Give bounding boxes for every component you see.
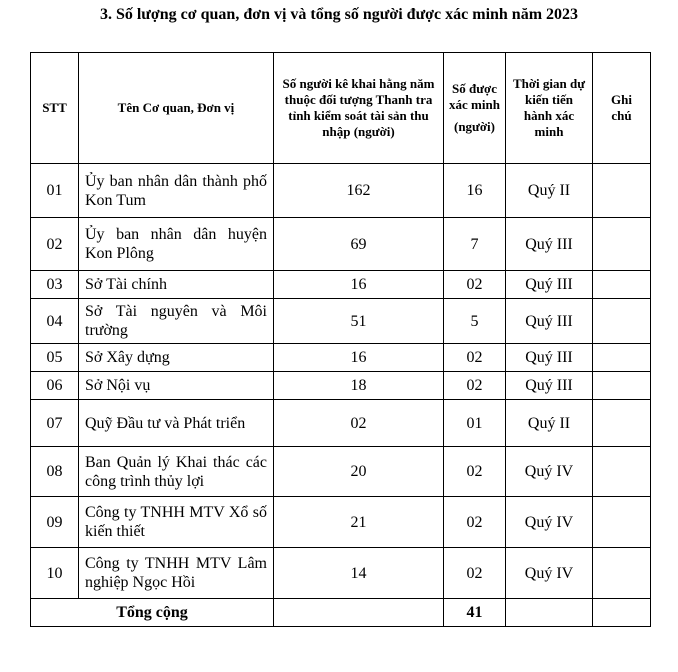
row-name: Công ty TNHH MTV Xổ số kiến thiết xyxy=(79,497,274,548)
row-declarants: 02 xyxy=(274,400,444,447)
row-verified: 02 xyxy=(444,344,506,372)
header-stt: STT xyxy=(31,53,79,164)
row-stt: 04 xyxy=(31,299,79,344)
row-name: Sở Tài nguyên và Môi trường xyxy=(79,299,274,344)
row-verified: 16 xyxy=(444,164,506,218)
table-row xyxy=(31,164,651,218)
table-row xyxy=(31,400,651,447)
row-time: Quý II xyxy=(506,400,593,447)
header-time: Thời gian dự kiến tiến hành xác minh xyxy=(506,53,593,164)
row-verified: 01 xyxy=(444,400,506,447)
row-declarants: 162 xyxy=(274,164,444,218)
row-time: Quý III xyxy=(506,344,593,372)
total-note-cell xyxy=(593,599,651,627)
header-name: Tên Cơ quan, Đơn vị xyxy=(79,53,274,164)
row-time: Quý II xyxy=(506,164,593,218)
table-row xyxy=(31,372,651,400)
row-verified: 7 xyxy=(444,218,506,271)
row-note xyxy=(593,344,651,372)
row-declarants: 14 xyxy=(274,548,444,599)
total-label: Tổng cộng xyxy=(31,599,274,627)
header-row xyxy=(31,53,651,164)
row-declarants: 16 xyxy=(274,344,444,372)
row-name: Sở Xây dựng xyxy=(79,344,274,372)
row-note xyxy=(593,400,651,447)
row-stt: 09 xyxy=(31,497,79,548)
header-verified-unit: (người) xyxy=(454,119,495,134)
row-time: Quý III xyxy=(506,218,593,271)
table-body xyxy=(31,164,651,599)
row-name: Quỹ Đầu tư và Phát triển xyxy=(79,400,274,447)
row-verified: 02 xyxy=(444,271,506,299)
row-note xyxy=(593,372,651,400)
table-row xyxy=(31,299,651,344)
header-verified xyxy=(444,53,506,164)
total-time-cell xyxy=(506,599,593,627)
row-declarants: 18 xyxy=(274,372,444,400)
row-stt: 03 xyxy=(31,271,79,299)
total-row xyxy=(31,599,651,627)
header-declarants: Số người kê khai hằng năm thuộc đối tượng Thanh tra tỉnh kiểm soát tài sản thu nhập (người) xyxy=(274,53,444,164)
row-note xyxy=(593,218,651,271)
document-title: 3. Số lượng cơ quan, đơn vị và tổng số người được xác minh năm 2023 xyxy=(99,6,579,23)
row-stt: 06 xyxy=(31,372,79,400)
row-stt: 07 xyxy=(31,400,79,447)
table-row xyxy=(31,344,651,372)
row-verified: 02 xyxy=(444,372,506,400)
row-time: Quý IV xyxy=(506,548,593,599)
table-row xyxy=(31,447,651,497)
row-stt: 02 xyxy=(31,218,79,271)
header-note: Ghi chú xyxy=(593,53,651,164)
row-stt: 08 xyxy=(31,447,79,497)
row-time: Quý IV xyxy=(506,497,593,548)
row-declarants: 20 xyxy=(274,447,444,497)
row-stt: 01 xyxy=(31,164,79,218)
row-time: Quý III xyxy=(506,372,593,400)
row-verified: 02 xyxy=(444,548,506,599)
table-row xyxy=(31,548,651,599)
row-note xyxy=(593,447,651,497)
row-declarants: 51 xyxy=(274,299,444,344)
table-row xyxy=(31,218,651,271)
row-declarants: 16 xyxy=(274,271,444,299)
total-verified: 41 xyxy=(444,599,506,627)
header-verified-label: Số được xác minh xyxy=(449,81,500,112)
total-declarants-cell xyxy=(274,599,444,627)
row-name: Ban Quản lý Khai thác các công trình thủy lợi xyxy=(79,447,274,497)
row-verified: 5 xyxy=(444,299,506,344)
row-verified: 02 xyxy=(444,497,506,548)
row-time: Quý IV xyxy=(506,447,593,497)
row-name: Ủy ban nhân dân thành phố Kon Tum xyxy=(79,164,274,218)
row-name: Ủy ban nhân dân huyện Kon Plông xyxy=(79,218,274,271)
row-note xyxy=(593,299,651,344)
row-stt: 10 xyxy=(31,548,79,599)
row-name: Sở Nội vụ xyxy=(79,372,274,400)
row-time: Quý III xyxy=(506,299,593,344)
row-time: Quý III xyxy=(506,271,593,299)
row-stt: 05 xyxy=(31,344,79,372)
row-declarants: 21 xyxy=(274,497,444,548)
row-note xyxy=(593,164,651,218)
table-row xyxy=(31,497,651,548)
row-verified: 02 xyxy=(444,447,506,497)
row-name: Công ty TNHH MTV Lâm nghiệp Ngọc Hồi xyxy=(79,548,274,599)
row-declarants: 69 xyxy=(274,218,444,271)
verification-table xyxy=(30,52,651,627)
row-note xyxy=(593,271,651,299)
row-note xyxy=(593,548,651,599)
row-name: Sở Tài chính xyxy=(79,271,274,299)
row-note xyxy=(593,497,651,548)
table-row xyxy=(31,271,651,299)
